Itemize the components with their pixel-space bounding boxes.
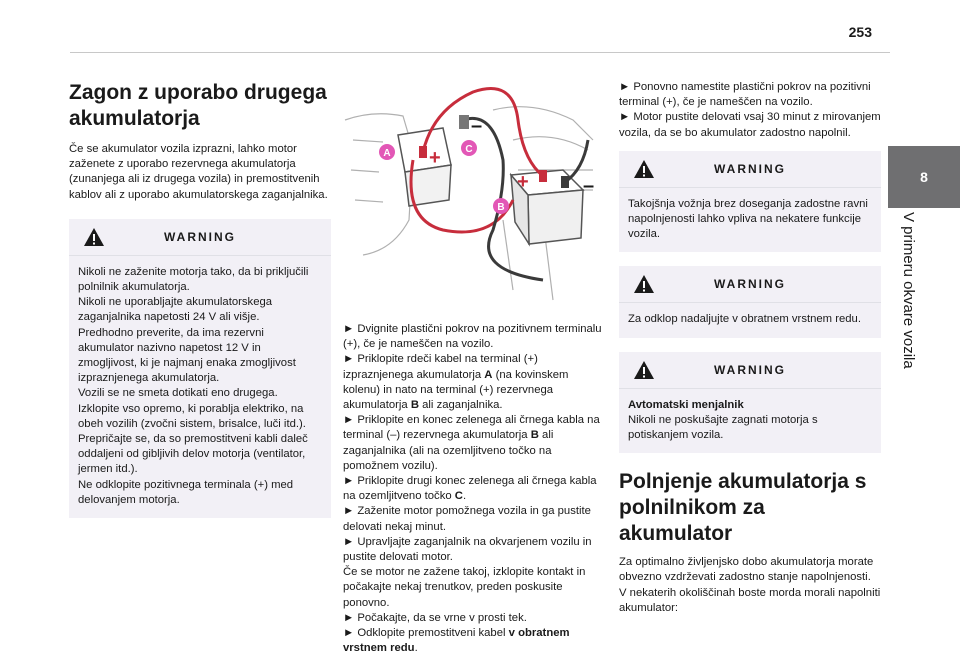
plus-sign-b: + [517,171,529,193]
warning-header [69,219,331,256]
step-7: ► Počakajte, da se vrne v prosti tek. [343,611,527,624]
marker-c [461,140,477,156]
marker-b-label: B [497,202,505,213]
chapter-number: 8 [920,169,928,185]
clamp-plus-a [419,146,427,158]
warning-text-1: Takojšnja vožnja brez doseganja zadostne ravni napolnjenosti lahko vpliva na nekatere funkcije vozila. [628,197,868,241]
warning-triangle-icon [633,360,655,380]
header-rule [70,52,890,53]
warning-box-2 [619,266,881,337]
warning-triangle-icon [633,159,655,179]
warning-title: WARNING [164,229,236,244]
chapter-label: V primeru okvare vozila [900,212,917,369]
warning-title-3: WARNING [714,362,786,377]
clamp-minus-b [561,176,569,188]
clamp-plus-b [539,170,547,182]
continued-steps: ► Ponovno namestite plastični pokrov na pozitivni terminal (+), če je nameščen na vozilo. ► Motor pustite delovati vsaj 30 minut z mirovanjem vozila, da se bo akumulator zadostno napolnil. [619,81,881,139]
marker-a [379,144,395,160]
battery-a [398,128,451,206]
warning-box-3 [619,352,881,454]
warning-text-2: Za odklop nadaljujte v obratnem vrstnem redu. [628,313,861,326]
warning-box [69,219,331,518]
jump-start-illustration [343,80,597,314]
battery-diagram [343,80,597,314]
page-number: 253 [848,24,872,40]
step-5: ► Zaženite motor pomožnega vozila in ga pustite delovati nekaj minut. [343,505,591,533]
column-3 [619,80,881,616]
warning-header-2 [619,266,881,303]
warning-title-1: WARNING [714,161,786,176]
marker-a-label: A [383,148,391,159]
plus-sign-a: + [429,147,441,169]
warning-triangle-icon [633,274,655,294]
step-3: ► Priklopite en konec zelenega ali črnega kabla na terminal (–) rezervnega akumulatorja B ali zaganjalnika (ali na ozemljitveno točko na pomožnem vozilu). [343,414,600,472]
step-1: ► Dvignite plastični pokrov na pozitivnem terminalu (+), če je nameščen na vozilo. [343,323,602,351]
step-2: ► Priklopite rdeči kabel na terminal (+) izpraznjenega akumulatorja A (na kovinskem kolenu) in nato na terminal (+) rezervnega akumulatorja B ali zaganjalnika. [343,353,569,412]
warning-header-1 [619,151,881,188]
step-6: ► Upravljajte zaganjalnik na okvarjenem vozilu in pustite delovati motor. Če se motor ne zažene takoj, izklopite kontakt in počakajte nekaj trenutkov, preden poskusite ponovno. [343,535,592,609]
warning-header-3 [619,352,881,389]
warning-box-1 [619,151,881,253]
charging-intro: Za optimalno življenjsko dobo akumulatorja morate obvezno vzdrževati zadostno stanje napolnjenosti. V nekaterih okoliščinah boste morda morali napolniti akumulator: [619,556,881,614]
warning-text-3 [619,389,881,454]
clamp-c [459,115,469,129]
section-title-charging: Polnjenje akumulatorja s polnilnikom za akumulator [619,470,867,546]
column-2 [343,80,603,656]
chapter-tab [888,146,960,208]
step-4: ► Priklopite drugi konec zelenega ali črnega kabla na ozemljitveno točko C. [343,475,597,503]
minus-sign-c: – [471,115,483,137]
step-8: ► Odklopite premostitveni kabel v obratnem vrstnem redu. [343,627,570,655]
intro-paragraph: Če se akumulator vozila izprazni, lahko motor zaženete z uporabo rezervnega akumulatorja (zunanjega ali iz drugega vozila) in premostitvenih kablov ali z uporabo akumulatorskega zaganjalnika. [69,143,328,201]
marker-c-label: C [465,144,473,155]
warning-subtitle-automatic-gearbox: Avtomatski menjalnik [628,398,744,411]
warning-text: Nikoli ne zaženite motorja tako, da bi priključili polnilnik akumulatorja. Nikoli ne uporabljajte akumulatorskega zaganjalnika napetosti 24 V ali višje. Predhodno preverite, da ima rezervni akumulator nazivno napetost 12 V in zmogljivost, ki je najmanj enaka zmogljivost izpraznjenega akumulatorja. Vozili se ne smeta dotikati eno drugega. Izklopite vso opremo, ki porablja elektriko, na obeh vozilih (zvočni sistem, brisalce, luči itd.). Prepričajte se, da so premostitveni kabli daleč oddaljeni od gibljivih delov motorja (ventilator, jermen itd.). Ne odklopite pozitivnega terminala (+) med delovanjem motorja. [78,265,309,506]
marker-b [493,198,509,214]
warning-title-2: WARNING [714,277,786,292]
warning-body-3: Nikoli ne poskušajte zagnati motorja s potiskanjem vozila. [628,413,818,442]
column-1 [69,80,331,518]
warning-triangle-icon [83,227,105,247]
section-title-jump-start: Zagon z uporabo drugega akumulatorja [69,81,327,130]
minus-sign-b: – [583,175,595,197]
